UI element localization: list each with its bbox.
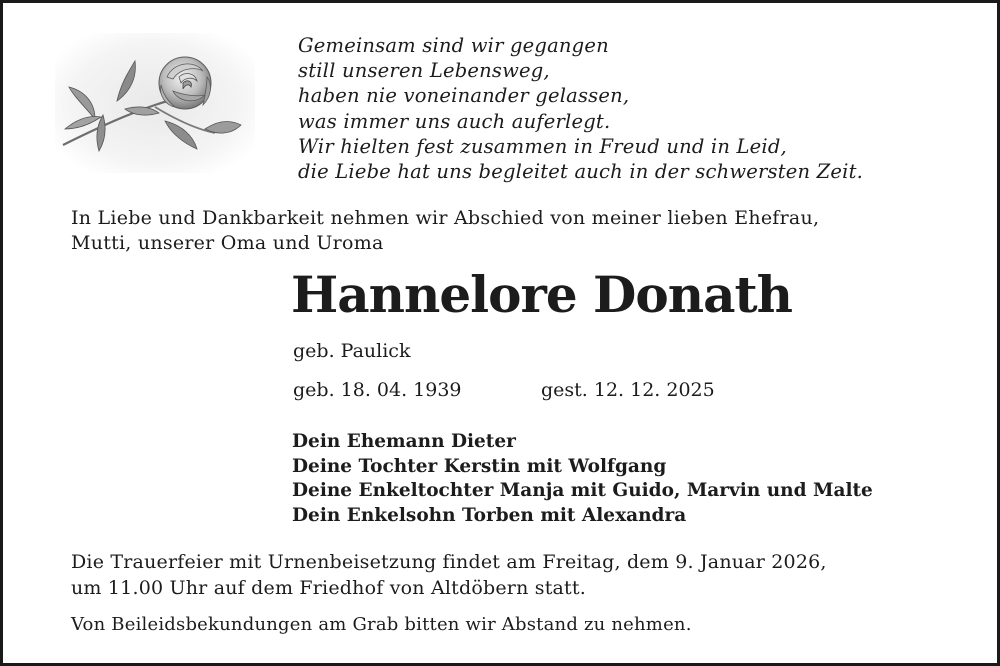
mourner: Dein Enkelsohn Torben mit Alexandra xyxy=(292,504,687,526)
poem-line: still unseren Lebensweg, xyxy=(298,59,550,83)
maiden-name: geb. Paulick xyxy=(293,340,411,362)
intro-line: Mutti, unserer Oma und Uroma xyxy=(71,231,384,254)
poem-line: Gemeinsam sind wir gegangen xyxy=(298,34,609,57)
poem xyxy=(298,33,863,184)
service-line: um 11.00 Uhr auf dem Friedhof von Altdöbern statt. xyxy=(71,577,586,599)
mourner: Deine Tochter Kerstin mit Wolfgang xyxy=(292,455,667,477)
poem-line: die Liebe hat uns begleitet auch in der schwersten Zeit. xyxy=(298,160,864,184)
birth-date: geb. 18. 04. 1939 xyxy=(293,379,462,401)
intro-text xyxy=(71,206,819,255)
mourners-list xyxy=(292,430,873,528)
intro-line: In Liebe und Dankbarkeit nehmen wir Abschied von meiner lieben Ehefrau, xyxy=(71,207,820,229)
death-date: gest. 12. 12. 2025 xyxy=(541,379,715,401)
poem-line: haben nie voneinander gelassen, xyxy=(298,84,630,108)
mourner: Deine Enkeltochter Manja mit Guido, Marvin und Malte xyxy=(292,480,873,501)
poem-line: Wir hielten fest zusammen in Freud und in Leid, xyxy=(298,134,787,158)
deceased-name: Hannelore Donath xyxy=(291,265,792,324)
service-info xyxy=(71,549,827,601)
rose-icon xyxy=(55,33,255,173)
poem-line: was immer uns auch auferlegt. xyxy=(298,109,611,133)
service-line: Die Trauerfeier mit Urnenbeisetzung findet am Freitag, dem 9. Januar 2026, xyxy=(71,551,827,573)
mourner: Dein Ehemann Dieter xyxy=(292,431,516,452)
condolence-note: Von Beileidsbekundungen am Grab bitten wir Abstand zu nehmen. xyxy=(71,614,692,635)
life-dates xyxy=(293,376,715,404)
